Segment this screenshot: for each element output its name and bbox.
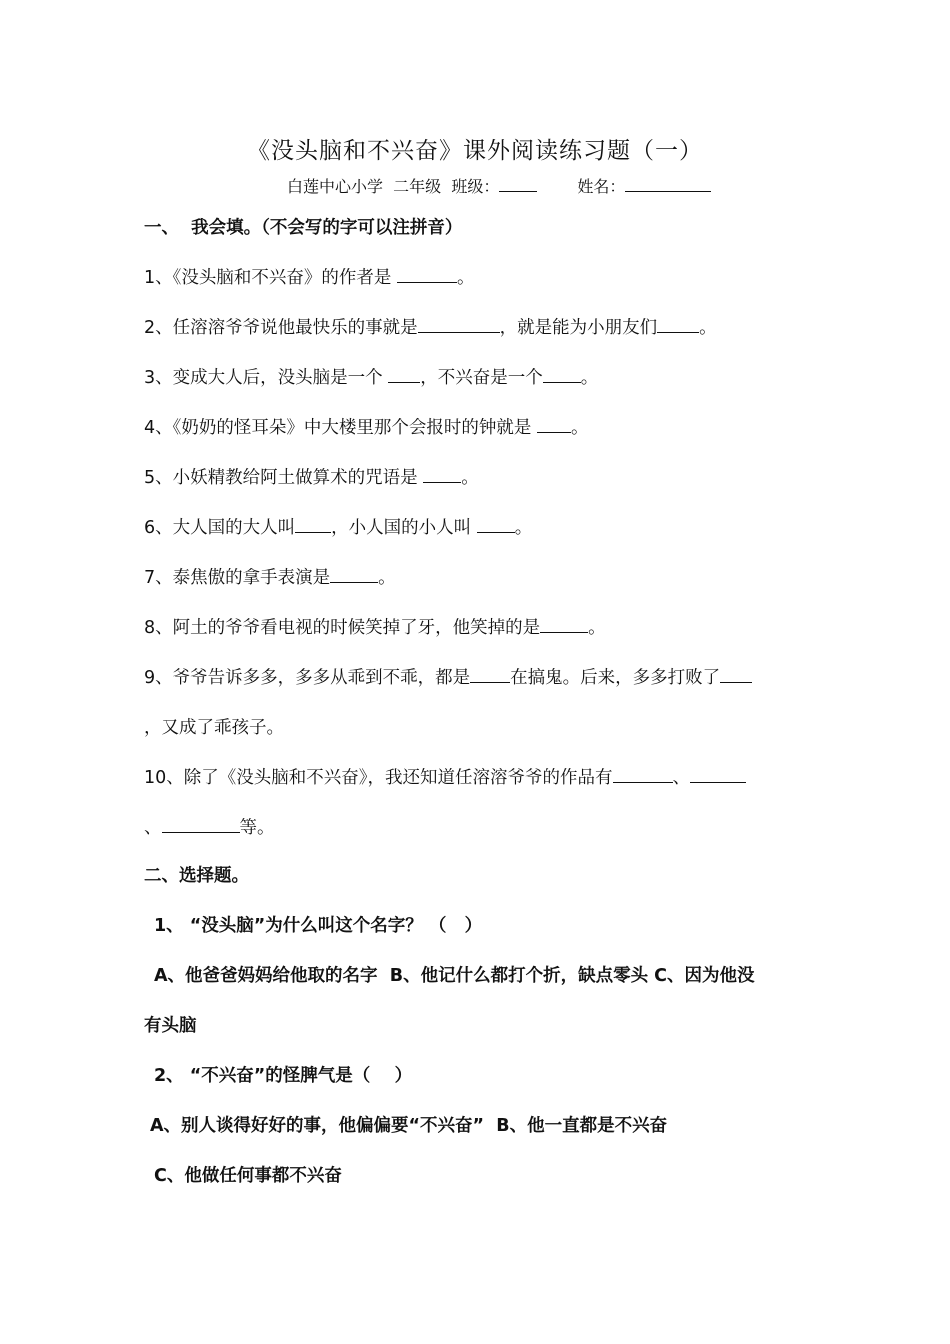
answer-blank[interactable]	[397, 281, 457, 283]
answer-blank[interactable]	[295, 531, 331, 533]
question-1: 1、《没头脑和不兴奋》的作者是 。	[144, 268, 475, 288]
name-blank[interactable]	[625, 190, 711, 192]
choice-question-2: 2、 “不兴奋”的怪脾气是（ ）	[154, 1066, 413, 1086]
question-9: 9、爷爷告诉多多，多多从乖到不乖，都是 在搞鬼。后来，多多打败了	[144, 664, 752, 689]
answer-blank[interactable]	[613, 781, 673, 783]
answer-blank[interactable]	[162, 831, 240, 833]
section2-heading: 二、选择题。	[144, 866, 249, 886]
question-10: 10、除了《没头脑和不兴奋》，我还知道任溶溶爷爷的作品有 、	[144, 764, 746, 789]
choice-2-option-c: C、他做任何事都不兴奋	[154, 1166, 342, 1186]
answer-blank[interactable]	[720, 681, 752, 683]
question-8: 8、阿土的爷爷看电视的时候笑掉了牙，他笑掉的是 。	[144, 618, 606, 638]
answer-blank[interactable]	[657, 331, 699, 333]
question-3: 3、变成大人后，没头脑是一个 ，不兴奋是一个 。	[144, 368, 599, 388]
question-2: 2、任溶溶爷爷说他最快乐的事就是 ，就是能为小朋友们 。	[144, 318, 717, 338]
answer-blank[interactable]	[470, 681, 510, 683]
choice-1-options: A、他爸爸妈妈给他取的名字 B、他记什么都打个折，缺点零头 C、因为他没	[154, 966, 755, 986]
page-title: 《没头脑和不兴奋》课外阅读练习题（一）	[247, 138, 703, 164]
answer-blank[interactable]	[543, 381, 581, 383]
answer-blank[interactable]	[477, 531, 515, 533]
class-blank[interactable]	[499, 190, 537, 192]
question-5: 5、小妖精教给阿土做算术的咒语是 。	[144, 468, 479, 488]
answer-blank[interactable]	[330, 581, 378, 583]
school-grade-class-label: 白莲中心小学 二年级 班级：	[287, 177, 500, 196]
choice-question-1: 1、 “没头脑”为什么叫这个名字？ （ ）	[154, 916, 483, 936]
question-6: 6、大人国的大人叫 ，小人国的小人叫 。	[144, 518, 533, 538]
section1-heading: 一、 我会填。（不会写的字可以注拼音）	[144, 218, 463, 238]
question-9-continued: ，又成了乖孩子。	[144, 718, 284, 738]
answer-blank[interactable]	[690, 781, 746, 783]
subtitle	[287, 174, 711, 197]
answer-blank[interactable]	[388, 381, 420, 383]
answer-blank[interactable]	[537, 431, 571, 433]
choice-2-options: A、别人谈得好好的事，他偏偏要“不兴奋” B、他一直都是不兴奋	[150, 1116, 668, 1136]
choice-1-options-continued: 有头脑	[144, 1016, 197, 1036]
question-4: 4、《奶奶的怪耳朵》中大楼里那个会报时的钟就是 。	[144, 418, 589, 438]
answer-blank[interactable]	[540, 631, 588, 633]
answer-blank[interactable]	[418, 331, 500, 333]
name-label: 姓名：	[577, 177, 626, 196]
question-10-continued: 、 等。	[144, 818, 275, 838]
answer-blank[interactable]	[423, 481, 461, 483]
question-7: 7、泰焦傲的拿手表演是 。	[144, 568, 396, 588]
